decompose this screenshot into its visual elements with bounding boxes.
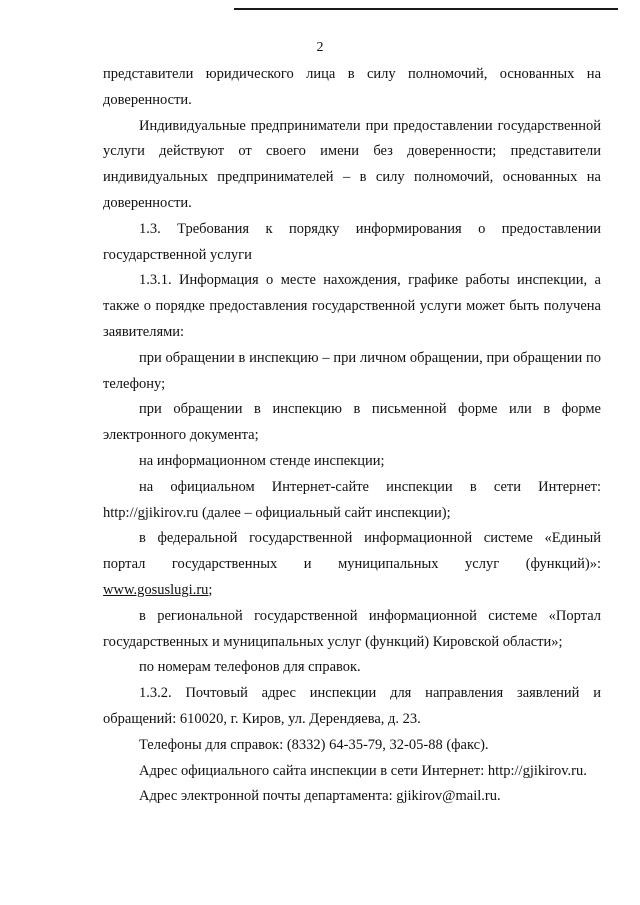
list-item-federal-portal: в федеральной государственной информационной системе «Единый портал государственных и муниципальных услуг (функций)»: bbox=[103, 530, 601, 573]
federal-portal-link-line bbox=[103, 578, 601, 604]
paragraph-1-3-1: 1.3.1. Информация о месте нахождения, графике работы инспекции, а также о порядке предоставления государственной услуги может быть получена заявителями: bbox=[103, 272, 601, 340]
paragraph-1-3-2: 1.3.2. Почтовый адрес инспекции для направления заявлений и обращений: 610020, г. Киров, ул. Дерендяева, д. 23. bbox=[103, 685, 601, 727]
page-number: 2 bbox=[316, 40, 324, 55]
section-heading-1-3: 1.3. Требования к порядку информирования о предоставлении государственной услуги bbox=[103, 220, 601, 263]
link-suffix: ; bbox=[208, 581, 213, 598]
website-line: Адрес официального сайта инспекции в сети Интернет: http://gjikirov.ru. bbox=[139, 762, 587, 779]
email-line: Адрес электронной почты департамента: gjikirov@mail.ru. bbox=[139, 788, 501, 805]
header-rule bbox=[234, 8, 618, 10]
list-item-phone-numbers: по номерам телефонов для справок. bbox=[139, 659, 361, 676]
list-item-regional-portal: в региональной государственной информационной системе «Портал государственных и муниципальных услуг (функций) Кировской области»; bbox=[103, 607, 601, 650]
list-item-info-stand: на информационном стенде инспекции; bbox=[139, 452, 385, 469]
gosuslugi-link[interactable]: www.gosuslugi.ru bbox=[103, 581, 209, 598]
list-item-in-person: при обращении в инспекцию – при личном обращении, при обращении по телефону; bbox=[103, 349, 601, 392]
document-body bbox=[103, 62, 601, 810]
phones-line: Телефоны для справок: (8332) 64-35-79, 32-05-88 (факс). bbox=[139, 736, 489, 753]
list-item-written: при обращении в инспекцию в письменной форме или в форме электронного документа; bbox=[103, 401, 601, 444]
paragraph-entrepreneurs: Индивидуальные предприниматели при предоставлении государственной услуги действуют от своего имени без доверенности; представители индивидуальных предпринимателей – в силу полномочий, основанных на доверенности. bbox=[103, 117, 601, 211]
list-item-official-site: на официальном Интернет-сайте инспекции в сети Интернет: http://gjikirov.ru (далее – официальный сайт инспекции); bbox=[103, 478, 601, 521]
paragraph-representatives-legal: представители юридического лица в силу полномочий, основанных на доверенности. bbox=[103, 66, 601, 108]
